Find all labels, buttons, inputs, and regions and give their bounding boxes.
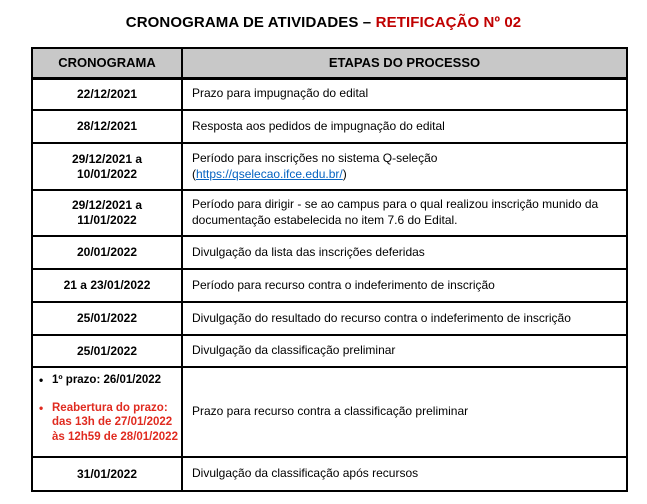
stage-cell: Divulgação do resultado do recurso contra o indeferimento de inscrição <box>182 302 627 335</box>
column-header-etapas: ETAPAS DO PROCESSO <box>182 48 627 78</box>
date-cell: 22/12/2021 <box>32 78 182 110</box>
table-row <box>32 190 627 236</box>
stage-cell: Divulgação da lista das inscrições deferidas <box>182 236 627 269</box>
table-row <box>32 335 627 367</box>
stage-cell: Resposta aos pedidos de impugnação do edital <box>182 110 627 143</box>
first-deadline-item <box>39 373 178 388</box>
table-row <box>32 457 627 491</box>
date-cell: 20/01/2022 <box>32 236 182 269</box>
date-cell: 21 a 23/01/2022 <box>32 269 182 302</box>
date-line: 29/12/2021 a <box>71 198 143 212</box>
stage-cell: Prazo para impugnação do edital <box>182 78 627 110</box>
paren-close: ) <box>342 166 347 181</box>
stage-link-line <box>192 167 616 183</box>
header-row <box>32 48 627 78</box>
table-row <box>32 367 627 457</box>
table-row <box>32 269 627 302</box>
bullet-icon: • <box>39 373 44 387</box>
reopened-deadline-text: Reabertura do prazo: das 13h de 27/01/2022 às 12h59 de 28/01/2022 <box>52 401 178 444</box>
table-row <box>32 110 627 143</box>
page-title-black: CRONOGRAMA DE ATIVIDADES – <box>125 14 372 31</box>
page-title <box>0 0 647 31</box>
stage-cell: Período para dirigir - se ao campus para o qual realizou inscrição munido da documentação estabelecida no item 7.6 do Edital. <box>182 190 627 236</box>
table-row <box>32 302 627 335</box>
date-cell: 31/01/2022 <box>32 457 182 491</box>
date-line: 29/12/2021 a <box>71 151 143 166</box>
table-row <box>32 78 627 110</box>
date-cell: 28/12/2021 <box>32 110 182 143</box>
first-deadline-text: 1º prazo: 26/01/2022 <box>52 374 162 386</box>
date-line: 10/01/2022 <box>76 166 138 181</box>
date-cell <box>32 143 182 190</box>
date-cell <box>32 190 182 236</box>
stage-cell: Divulgação da classificação preliminar <box>182 335 627 367</box>
date-line: 11/01/2022 <box>77 213 137 227</box>
paren-open: ( <box>192 166 196 181</box>
cronograma-table <box>31 47 628 492</box>
stage-cell: Período para recurso contra o indeferimento de inscrição <box>182 269 627 302</box>
table-row <box>32 236 627 269</box>
bullet-icon: • <box>39 400 44 415</box>
date-cell: 25/01/2022 <box>32 302 182 335</box>
page-title-red: RETIFICAÇÃO Nº 02 <box>375 14 522 31</box>
table-row <box>32 143 627 190</box>
stage-cell: Prazo para recurso contra a classificação preliminar <box>182 367 627 457</box>
stage-text: Período para inscrições no sistema Q-seleção <box>192 150 438 165</box>
qselecao-link[interactable]: https://qselecao.ifce.edu.br/ <box>196 166 343 181</box>
reopened-deadline-item <box>39 401 178 445</box>
column-header-cronograma: CRONOGRAMA <box>32 48 182 78</box>
date-cell: 25/01/2022 <box>32 335 182 367</box>
stage-cell <box>182 143 627 190</box>
stage-cell: Divulgação da classificação após recursos <box>182 457 627 491</box>
date-cell-deadlines <box>32 367 182 457</box>
